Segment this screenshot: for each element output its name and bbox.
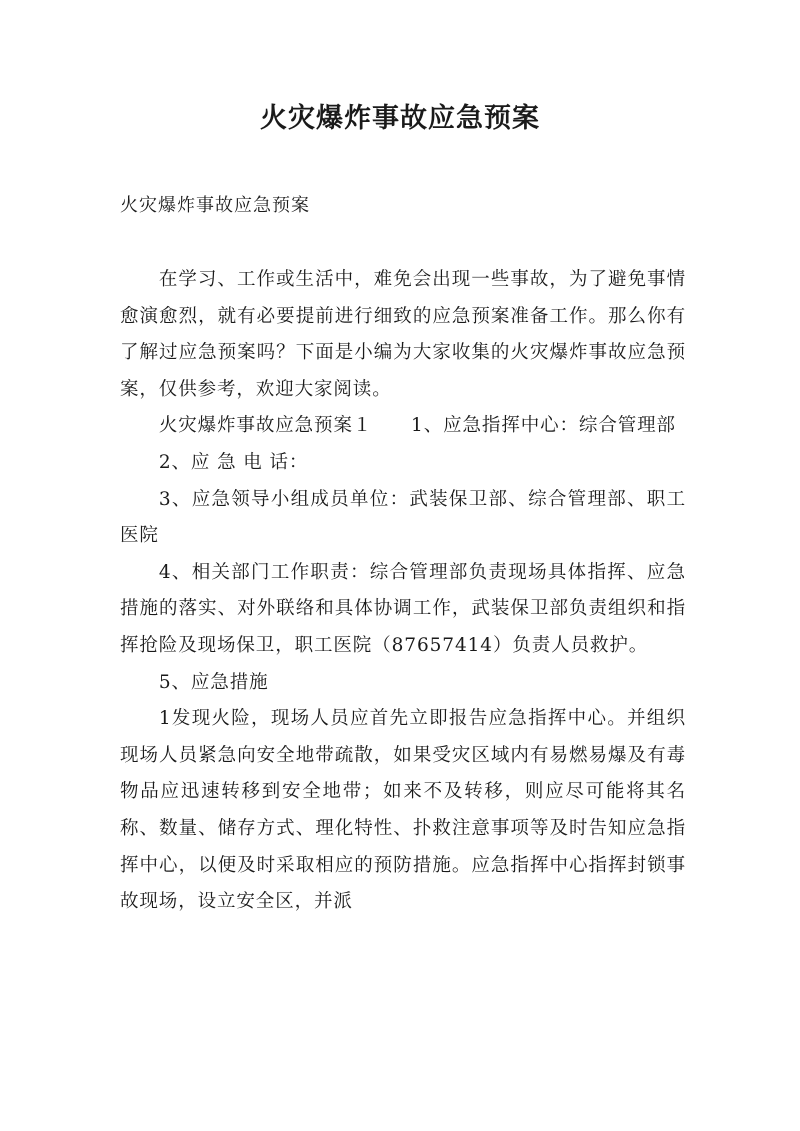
section-1-command-center: 火灾爆炸事故应急预案１ 1、应急指挥中心：综合管理部 bbox=[158, 415, 676, 437]
section-2-emergency-phone: 2、应 急 电 话： bbox=[158, 451, 309, 473]
measure-1-paragraph: 1发现火险，现场人员应首先立即报告应急指挥中心。并组织现场人员紧急向安全地带疏散，如果受灾区域内有易燃易爆及有毒物品应迅速转移到安全地带；如来不及转移，则应尽可能将其名称、数量、储存方式、理化特性、扑救注意事项等及时告知应急指挥中心，以便及时采取相应的预防措施。应急指挥中心指挥封锁事故现场，设立安全区，并派 bbox=[120, 708, 686, 913]
section-5-heading: 5、应急措施 bbox=[158, 671, 269, 693]
section-4-responsibilities: 4、相关部门工作职责：综合管理部负责现场具体指挥、应急措施的落实、对外联络和具体协调工作，武装保卫部负责组织和指挥抢险及现场保卫，职工医院（87657414）负责人员救护。 bbox=[120, 561, 686, 656]
document-body bbox=[120, 262, 686, 921]
document-subtitle: 火灾爆炸事故应急预案 bbox=[120, 195, 310, 216]
intro-paragraph: 在学习、工作或生活中，难免会出现一些事故，为了避免事情愈演愈烈，就有必要提前进行细致的应急预案准备工作。那么你有了解过应急预案吗？下面是小编为大家收集的火灾爆炸事故应急预案，仅供参考，欢迎大家阅读。 bbox=[120, 269, 686, 400]
section-3-member-units: 3、应急领导小组成员单位：武装保卫部、综合管理部、职工医院 bbox=[120, 488, 686, 547]
document-title: 火灾爆炸事故应急预案 bbox=[260, 103, 540, 134]
